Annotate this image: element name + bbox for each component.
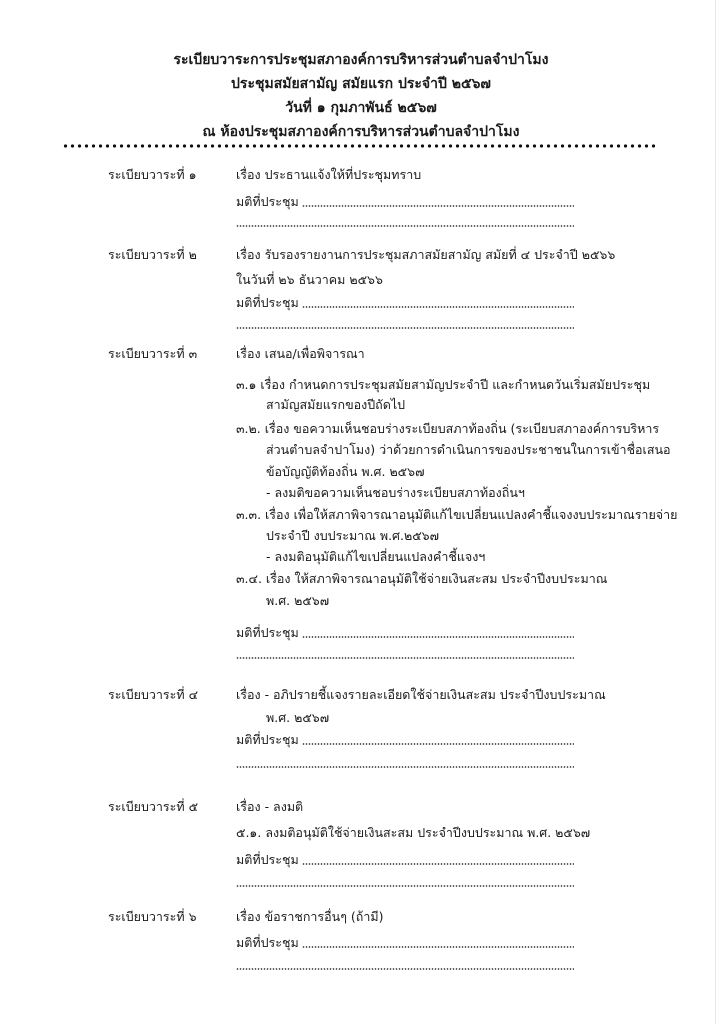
agenda-4-title-cont: พ.ศ. ๒๕๖๗ (266, 710, 330, 725)
agenda-3-item-3-line-2: ประจำปี งบประมาณ พ.ศ.๒๕๖๗ (266, 528, 439, 543)
agenda-1-resolution-label: มติที่ประชุม (236, 194, 299, 209)
agenda-4-label: ระเบียบวาระที่ ๔ (108, 687, 199, 702)
agenda-4-resolution-label: มติที่ประชุม (236, 732, 299, 747)
agenda-1-label: ระเบียบวาระที่ ๑ (108, 167, 197, 182)
header-line-4: ณ ห้องประชุมสภาองค์การบริหารส่วนตำบลจำปาโมง (202, 124, 520, 140)
header-separator (62, 143, 658, 149)
agenda-3-resolution-line-2 (236, 657, 574, 659)
header-line-3: วันที่ ๑ กุมภาพันธ์ ๒๕๖๗ (285, 100, 437, 116)
agenda-2-title-cont: ในวันที่ ๒๖ ธันวาคม ๒๕๖๖ (236, 272, 383, 287)
agenda-3-item-2-note: - ลงมติขอความเห็นชอบร่างระเบียบสภาท้องถิ่นฯ (266, 485, 525, 500)
agenda-6-resolution-label: มติที่ประชุม (236, 935, 299, 950)
agenda-1-resolution-line-1 (302, 205, 574, 207)
agenda-4-title: เรื่อง - อภิปรายชี้แจงรายละเอียดใช้จ่ายเงินสะสม ประจำปีงบประมาณ (236, 687, 606, 702)
agenda-1-resolution-line-2 (236, 225, 574, 227)
agenda-3-item-1-line-2: สามัญสมัยแรกของปีถัดไป (266, 397, 406, 412)
agenda-2-resolution-label: มติที่ประชุม (236, 295, 299, 310)
agenda-3-item-2-line-3: ข้อบัญญัติท้องถิ่น พ.ศ. ๒๕๖๗ (266, 464, 425, 479)
agenda-2-label: ระเบียบวาระที่ ๒ (108, 247, 197, 262)
agenda-4-resolution-line-2 (236, 766, 574, 768)
agenda-5-resolution-label: มติที่ประชุม (236, 852, 299, 867)
agenda-1-title: เรื่อง ประธานแจ้งให้ที่ประชุมทราบ (236, 167, 422, 182)
page-edge (715, 0, 716, 1024)
agenda-6-resolution-line-1 (302, 946, 574, 948)
agenda-3-item-1-line-1: ๓.๑ เรื่อง กำหนดการประชุมสมัยสามัญประจำปี และกำหนดวันเริ่มสมัยประชุม (236, 377, 651, 392)
agenda-4-resolution-line-1 (302, 743, 574, 745)
agenda-3-item-2-line-2: ส่วนตำบลจำปาโมง) ว่าด้วยการดำเนินการของประชาชนในการเข้าชื่อเสนอ (266, 442, 671, 457)
agenda-3-item-3-note: - ลงมติอนุมัติแก้ไขเปลี่ยนแปลงคำชี้แจงฯ (266, 549, 486, 564)
agenda-2-title: เรื่อง รับรองรายงานการประชุมสภาสมัยสามัญ สมัยที่ ๔ ประจำปี ๒๕๖๖ (236, 247, 616, 262)
agenda-5-label: ระเบียบวาระที่ ๕ (108, 799, 199, 814)
agenda-5-title: เรื่อง - ลงมติ (236, 799, 304, 814)
agenda-5-item-1: ๕.๑. ลงมติอนุมัติใช้จ่ายเงินสะสม ประจำปีงบประมาณ พ.ศ. ๒๕๖๗ (236, 825, 591, 840)
header-line-2: ประชุมสมัยสามัญ สมัยแรก ประจำปี ๒๕๖๗ (231, 76, 491, 92)
agenda-3-resolution-line-1 (302, 636, 574, 638)
agenda-6-title: เรื่อง ข้อราชการอื่นๆ (ถ้ามี) (236, 909, 384, 924)
agenda-2-resolution-line-2 (236, 327, 574, 329)
agenda-3-resolution-label: มติที่ประชุม (236, 625, 299, 640)
agenda-5-resolution-line-1 (302, 863, 574, 865)
agenda-6-label: ระเบียบวาระที่ ๖ (108, 909, 197, 924)
agenda-6-resolution-line-2 (236, 968, 574, 970)
agenda-5-resolution-line-2 (236, 885, 574, 887)
agenda-3-label: ระเบียบวาระที่ ๓ (108, 346, 198, 361)
agenda-3-item-4-line-2: พ.ศ. ๒๕๖๗ (266, 593, 330, 608)
header-line-1: ระเบียบวาระการประชุมสภาองค์การบริหารส่วนตำบลจำปาโมง (173, 52, 549, 68)
agenda-2-resolution-line-1 (302, 306, 574, 308)
agenda-3-item-3-line-1: ๓.๓. เรื่อง เพื่อให้สภาพิจารณาอนุมัติแก้ไขเปลี่ยนแปลงคำชี้แจงงบประมาณรายจ่าย (236, 507, 678, 522)
agenda-3-item-4-line-1: ๓.๔. เรื่อง ให้สภาพิจารณาอนุมัติใช้จ่ายเงินสะสม ประจำปีงบประมาณ (236, 571, 608, 586)
agenda-3-title: เรื่อง เสนอ/เพื่อพิจารณา (236, 346, 365, 361)
agenda-3-item-2-line-1: ๓.๒. เรื่อง ขอความเห็นชอบร่างระเบียบสภาท้องถิ่น (ระเบียบสภาองค์การบริหาร (236, 421, 660, 436)
